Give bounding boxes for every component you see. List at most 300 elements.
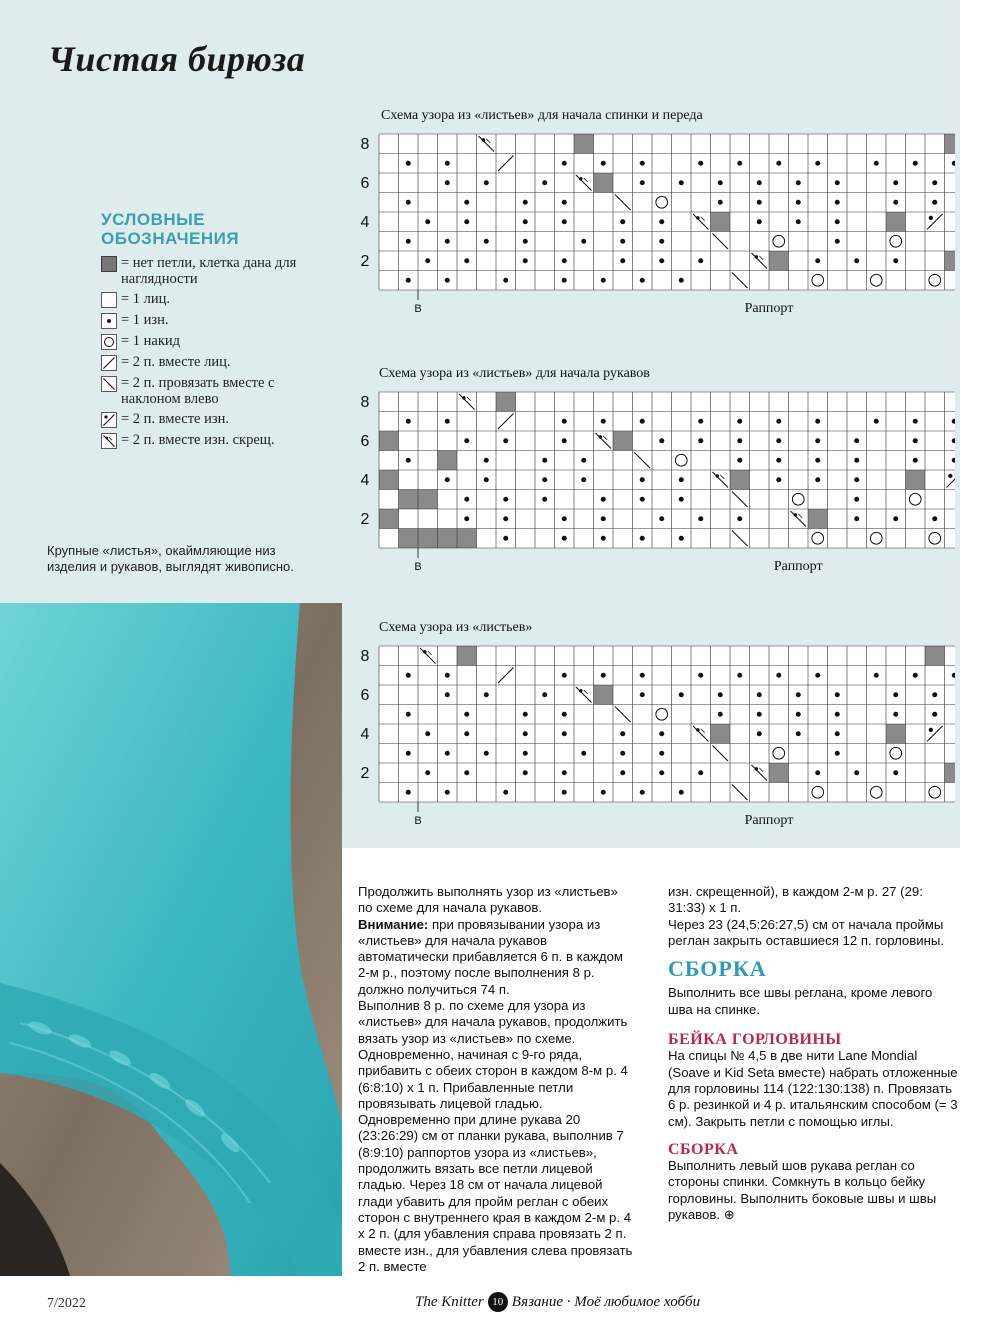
empty-cell-icon	[101, 292, 117, 308]
purl-dot	[776, 458, 781, 463]
no-stitch-cell	[594, 685, 614, 705]
row-number-left: 4	[360, 726, 370, 744]
footer-brand	[415, 1292, 700, 1312]
purl-dot	[445, 419, 450, 424]
purl-dot	[796, 200, 801, 205]
legend-heading-line2: ОБОЗНАЧЕНИЯ	[101, 229, 240, 248]
purl-dot	[406, 790, 411, 795]
purl-dot	[640, 180, 645, 185]
purl-dot	[757, 731, 762, 736]
purl-dot	[601, 278, 606, 283]
purl-dot	[757, 712, 762, 717]
purl-dot	[893, 200, 898, 205]
purl-dot	[698, 673, 703, 678]
legend-item-text: = 1 накид	[121, 333, 181, 349]
purl-dot	[523, 258, 528, 263]
legend-item-text: = 1 лиц.	[121, 291, 171, 307]
purl-dot	[523, 219, 528, 224]
purl-dot	[484, 458, 489, 463]
rapport-label: Раппорт	[773, 559, 823, 574]
grey-cell-icon	[101, 256, 117, 272]
purl-dot	[932, 692, 937, 697]
no-stitch-cell	[457, 529, 477, 549]
row-number-left: 4	[360, 472, 370, 490]
purl-dot	[620, 219, 625, 224]
purl-dot	[679, 692, 684, 697]
purl-dot	[835, 180, 840, 185]
purl-dot	[542, 477, 547, 482]
purl-dot	[679, 536, 684, 541]
legend-heading	[101, 210, 239, 248]
row-number-left: 2	[360, 765, 370, 783]
purl-dot	[464, 731, 469, 736]
purl-dot	[659, 258, 664, 263]
purl-dot	[406, 712, 411, 717]
purl-dot	[503, 790, 508, 795]
legend-item-text: = нет петли, клетка дана для наглядности	[121, 255, 297, 287]
purl-dot	[601, 516, 606, 521]
paragraph: Одновременно, начиная с 9-го ряда, прибавить с обеих сторон в каждом 8-м р. 4 (6:8:10) х 1 п. Прибавленные петли провязывать лицевой гладью.	[358, 1046, 628, 1111]
purl-dot	[542, 692, 547, 697]
purl-dot	[659, 438, 664, 443]
purl-dot	[464, 712, 469, 717]
paragraph: Выполнив 8 р. по схеме для узора из «листьев» для начала рукавов, продолжить вязать узор из «листьев» по схеме.	[358, 998, 628, 1046]
legend-item	[101, 411, 311, 428]
purl-dot	[698, 516, 703, 521]
purl-dot	[581, 751, 586, 756]
purl-dot	[718, 692, 723, 697]
purl-dot	[640, 497, 645, 502]
no-stitch-cell	[769, 251, 789, 271]
no-stitch-cell	[379, 509, 399, 529]
purl-dot	[464, 219, 469, 224]
no-stitch-cell	[418, 490, 438, 510]
purl-dot	[874, 419, 879, 424]
purl-dot	[854, 477, 859, 482]
purl-dot	[757, 219, 762, 224]
purl-dot	[620, 751, 625, 756]
purl-dot	[932, 516, 937, 521]
purl-dot	[464, 258, 469, 263]
purl-dot	[893, 516, 898, 521]
purl-dot	[445, 790, 450, 795]
no-stitch-cell	[399, 529, 419, 549]
chart-grid-svg	[355, 382, 955, 582]
purl-dot	[562, 278, 567, 283]
purl-dot	[406, 673, 411, 678]
purl-dot	[562, 790, 567, 795]
row-number-left: 2	[360, 511, 370, 529]
purl-dot	[406, 161, 411, 166]
legend-item-text: = 2 п. провязать вместе с наклоном влево	[121, 375, 275, 407]
purl-dot	[640, 790, 645, 795]
purl-dot	[854, 438, 859, 443]
purl-dot	[796, 731, 801, 736]
purl-dot	[601, 161, 606, 166]
purl-dot	[562, 219, 567, 224]
purl-dot	[503, 516, 508, 521]
purl-dot	[737, 438, 742, 443]
purl-dot	[854, 458, 859, 463]
legend-item	[101, 375, 311, 407]
row-number-left: 2	[360, 253, 370, 271]
purl-dot	[796, 180, 801, 185]
chart-sleeves	[355, 366, 955, 576]
purl-dot	[913, 419, 918, 424]
section-heading-assembly: СБОРКА	[668, 956, 767, 982]
purl-dot	[718, 712, 723, 717]
purl-dot	[874, 161, 879, 166]
purl-dot	[835, 731, 840, 736]
purl-dot	[815, 458, 820, 463]
purl-dot	[620, 239, 625, 244]
purl-dot	[796, 692, 801, 697]
chart-title: Схема узора из «листьев» для начала спинки и переда	[381, 108, 703, 123]
rapport-label: Раппорт	[744, 813, 794, 828]
purl-dot	[620, 770, 625, 775]
no-stitch-cell	[613, 431, 633, 451]
no-stitch-cell	[945, 763, 956, 783]
legend-item	[101, 432, 311, 449]
paragraph: Через 23 (24,5:26:27,5) см от начала проймы реглан закрыть оставшиеся 12 п. горловины.	[668, 916, 945, 948]
purl-dot	[484, 751, 489, 756]
purl-dot	[815, 419, 820, 424]
no-stitch-cell	[886, 724, 906, 744]
purl-dot	[640, 536, 645, 541]
legend-item-text: = 2 п. вместе изн.	[121, 411, 229, 427]
purl-dot	[698, 258, 703, 263]
purl-dot	[932, 200, 937, 205]
purl-dot	[757, 180, 762, 185]
purl-dot	[737, 419, 742, 424]
no-stitch-cell	[438, 529, 458, 549]
purl-dot	[835, 751, 840, 756]
purl-dot	[854, 497, 859, 502]
legend-item-text: = 2 п. вместе лиц.	[121, 354, 231, 370]
dot-cell-icon	[101, 313, 117, 329]
purl-dot	[562, 200, 567, 205]
no-stitch-cell	[379, 470, 399, 490]
purl-dot	[893, 258, 898, 263]
section-heading-neckband: БЕЙКА ГОРЛОВИНЫ	[668, 1031, 842, 1049]
purl-dot	[659, 731, 664, 736]
section-heading-assembly-2: СБОРКА	[668, 1140, 739, 1158]
purl-dot	[932, 180, 937, 185]
legend-item	[101, 255, 311, 287]
purl-dot	[679, 180, 684, 185]
dot-slant-icon	[101, 412, 117, 428]
no-stitch-cell	[102, 257, 117, 272]
purl-dot	[562, 712, 567, 717]
no-stitch-cell	[711, 724, 731, 744]
chart-leaves	[355, 620, 955, 830]
purl-dot	[854, 258, 859, 263]
brand-name: The Knitter	[415, 1293, 484, 1310]
purl-dot	[815, 258, 820, 263]
purl-dot	[776, 673, 781, 678]
no-stitch-cell	[379, 431, 399, 451]
row-number-left: 8	[360, 394, 370, 412]
issue-number: 7/2022	[47, 1296, 86, 1311]
paragraph: На спицы № 4,5 в две нити Lane Mondial (Soave и Kid Seta вместе) набрать отложенные для горловины 114 (122:130:138) п. Провязать 6 р. резинкой и 4 р. итальянским способом (= 3 см). Закрыть петли с помощью иглы.	[668, 1048, 958, 1129]
purl-dot	[445, 477, 450, 482]
purl-dot	[484, 692, 489, 697]
purl-dot	[562, 161, 567, 166]
purl-dot	[107, 319, 111, 323]
purl-dot	[425, 219, 430, 224]
purl-dot	[562, 536, 567, 541]
purl-dot	[406, 200, 411, 205]
purl-dot	[445, 751, 450, 756]
purl-dot	[659, 516, 664, 521]
purl-dot	[601, 673, 606, 678]
purl-dot	[503, 497, 508, 502]
no-stitch-cell	[886, 212, 906, 232]
purl-dot	[601, 497, 606, 502]
purl-dot	[562, 419, 567, 424]
legend-item-text: = 2 п. вместе изн. скрещ.	[121, 432, 275, 448]
purl-dot	[737, 516, 742, 521]
purl-dot	[659, 219, 664, 224]
paragraph: изн. скрещенной), в каждом 2-м р. 27 (29: 31:33) х 1 п.	[668, 884, 923, 916]
label-b: В	[414, 815, 422, 827]
purl-dot	[698, 419, 703, 424]
purl-dot	[581, 239, 586, 244]
purl-dot	[601, 536, 606, 541]
paragraph: Выполнить все швы реглана, кроме левого шва на спинке.	[668, 985, 933, 1017]
purl-dot	[523, 770, 528, 775]
purl-dot	[815, 477, 820, 482]
end-mark-icon: ⊕	[723, 1207, 735, 1223]
magazine-title: Вязание · Моё любимое хобби	[511, 1293, 701, 1310]
purl-dot	[406, 239, 411, 244]
no-stitch-cell	[769, 763, 789, 783]
legend-item	[101, 354, 311, 371]
purl-dot	[640, 419, 645, 424]
purl-dot	[776, 477, 781, 482]
left-slant-icon	[101, 376, 117, 392]
purl-dot	[523, 731, 528, 736]
purl-dot	[776, 419, 781, 424]
purl-dot	[562, 673, 567, 678]
paragraph: Одновременно при длине рукава 20 (23:26:29) см от планки рукава, выполнив 7 (8:9:10) раппортов узора из «листьев», продолжить вязать все петли лицевой гладью. Через 18 см от начала лицевой глади убавить для пройм реглан с обеих сторон с внутреннего края в каждом 2-м р. 4 х 2 п. (для убавления справа провязать 2 п. вместе изн., для убавления слева провязать 2 п. вместе	[358, 1112, 633, 1274]
purl-dot	[542, 458, 547, 463]
purl-dot	[445, 239, 450, 244]
purl-dot	[406, 419, 411, 424]
photo-caption: Крупные «листья», окаймляющие низ изделия и рукавов, выглядят живописно.	[47, 543, 294, 574]
purl-dot	[698, 770, 703, 775]
purl-dot	[913, 673, 918, 678]
purl-dot	[796, 712, 801, 717]
sweater-photo	[0, 603, 342, 1276]
purl-dot	[776, 161, 781, 166]
purl-dot	[913, 161, 918, 166]
row-number-left: 6	[360, 433, 370, 451]
purl-dot	[503, 536, 508, 541]
purl-dot	[523, 239, 528, 244]
purl-dot	[913, 458, 918, 463]
no-stitch-cell	[496, 392, 516, 412]
purl-dot	[406, 278, 411, 283]
purl-dot	[464, 497, 469, 502]
purl-dot	[679, 278, 684, 283]
purl-dot	[835, 692, 840, 697]
purl-dot	[679, 477, 684, 482]
paragraph: Внимание: при провязывании узора из «листьев» для начала рукавов автоматически прибавляется 6 п. в каждом 2-м р., поэтому после выполнения 8 р. должно получиться 74 п.	[358, 916, 623, 997]
purl-dot	[757, 200, 762, 205]
purl-dot	[601, 419, 606, 424]
purl-dot	[815, 770, 820, 775]
purl-dot	[679, 497, 684, 502]
purl-dot	[815, 673, 820, 678]
purl-dot	[523, 712, 528, 717]
no-stitch-cell	[730, 470, 750, 490]
purl-dot	[737, 673, 742, 678]
no-stitch-cell	[808, 509, 828, 529]
text-column-2	[668, 884, 958, 1223]
circle-cell-icon	[101, 334, 117, 350]
purl-dot	[718, 180, 723, 185]
page-number: 10	[488, 1292, 508, 1312]
cross-slant-icon	[101, 433, 117, 449]
purl-dot	[737, 161, 742, 166]
purl-dot	[835, 200, 840, 205]
purl-dot	[835, 239, 840, 244]
purl-dot	[620, 258, 625, 263]
purl-dot	[932, 712, 937, 717]
purl-dot	[854, 516, 859, 521]
purl-dot	[581, 477, 586, 482]
no-stitch-cell	[945, 251, 956, 271]
purl-dot	[445, 278, 450, 283]
purl-dot	[893, 180, 898, 185]
purl-dot	[484, 180, 489, 185]
right-slant-icon	[101, 355, 117, 371]
purl-dot	[425, 258, 430, 263]
row-number-left: 6	[360, 687, 370, 705]
purl-dot	[503, 278, 508, 283]
no-stitch-cell	[711, 212, 731, 232]
purl-dot	[698, 161, 703, 166]
purl-dot	[542, 180, 547, 185]
purl-dot	[913, 438, 918, 443]
purl-dot	[854, 770, 859, 775]
purl-dot	[562, 258, 567, 263]
purl-dot	[406, 458, 411, 463]
purl-dot	[542, 497, 547, 502]
no-stitch-cell	[438, 451, 458, 471]
purl-dot	[484, 239, 489, 244]
purl-dot	[562, 438, 567, 443]
purl-dot	[601, 790, 606, 795]
purl-dot	[796, 219, 801, 224]
purl-dot	[464, 516, 469, 521]
purl-dot	[425, 770, 430, 775]
chart-title: Схема узора из «листьев»	[379, 620, 533, 635]
text-column-1	[358, 884, 633, 1275]
row-number-left: 8	[360, 648, 370, 666]
purl-dot	[640, 278, 645, 283]
row-number-left: 4	[360, 214, 370, 232]
no-stitch-cell	[945, 134, 956, 154]
purl-dot	[523, 200, 528, 205]
purl-dot	[445, 180, 450, 185]
purl-dot	[620, 731, 625, 736]
paragraph: Выполнить левый шов рукава реглан со стороны спинки. Сомкнуть в кольцо бейку горловины. Выполнить боковые швы и швы рукавов. ⊕	[668, 1158, 937, 1223]
legend-item-text: = 1 изн.	[121, 312, 169, 328]
purl-dot	[659, 751, 664, 756]
purl-dot	[640, 161, 645, 166]
purl-dot	[445, 673, 450, 678]
no-stitch-cell	[399, 490, 419, 510]
label-b: В	[414, 561, 422, 573]
purl-dot	[581, 458, 586, 463]
no-stitch-cell	[418, 529, 438, 549]
label-b: В	[414, 303, 422, 315]
purl-dot	[757, 692, 762, 697]
rapport-label: Раппорт	[744, 301, 794, 316]
row-number-left: 8	[360, 136, 370, 154]
chart-title: Схема узора из «листьев» для начала рукавов	[379, 366, 650, 381]
purl-dot	[503, 438, 508, 443]
purl-dot	[464, 770, 469, 775]
chart-body-front	[355, 108, 955, 318]
purl-dot	[835, 219, 840, 224]
no-stitch-cell	[594, 173, 614, 193]
chart-grid-svg	[355, 124, 955, 324]
no-stitch-cell	[574, 134, 594, 154]
purl-dot	[406, 751, 411, 756]
purl-dot	[523, 751, 528, 756]
purl-dot	[640, 673, 645, 678]
legend-list	[101, 255, 311, 453]
legend-item	[101, 333, 311, 350]
purl-dot	[484, 477, 489, 482]
purl-dot	[737, 458, 742, 463]
legend-item	[101, 312, 311, 329]
sweater-photo-image	[0, 603, 342, 1276]
purl-dot	[464, 200, 469, 205]
purl-dot	[893, 712, 898, 717]
purl-dot	[815, 438, 820, 443]
purl-dot	[776, 438, 781, 443]
purl-dot	[562, 770, 567, 775]
page-title: Чистая бирюза	[48, 39, 306, 79]
purl-dot	[659, 239, 664, 244]
paragraph: Продолжить выполнять узор из «листьев» по схеме для начала рукавов.	[358, 884, 618, 916]
purl-dot	[835, 712, 840, 717]
row-number-left: 6	[360, 175, 370, 193]
purl-dot	[562, 516, 567, 521]
purl-dot	[659, 770, 664, 775]
purl-dot	[893, 770, 898, 775]
purl-dot	[718, 200, 723, 205]
purl-dot	[893, 692, 898, 697]
no-stitch-cell	[457, 646, 477, 666]
purl-dot	[640, 692, 645, 697]
no-stitch-cell	[906, 470, 926, 490]
legend-item	[101, 291, 311, 308]
purl-dot	[562, 731, 567, 736]
purl-dot	[425, 731, 430, 736]
purl-dot	[464, 438, 469, 443]
purl-dot	[679, 790, 684, 795]
purl-dot	[445, 161, 450, 166]
purl-dot	[640, 477, 645, 482]
no-stitch-cell	[925, 646, 945, 666]
purl-dot	[698, 438, 703, 443]
purl-dot	[445, 692, 450, 697]
